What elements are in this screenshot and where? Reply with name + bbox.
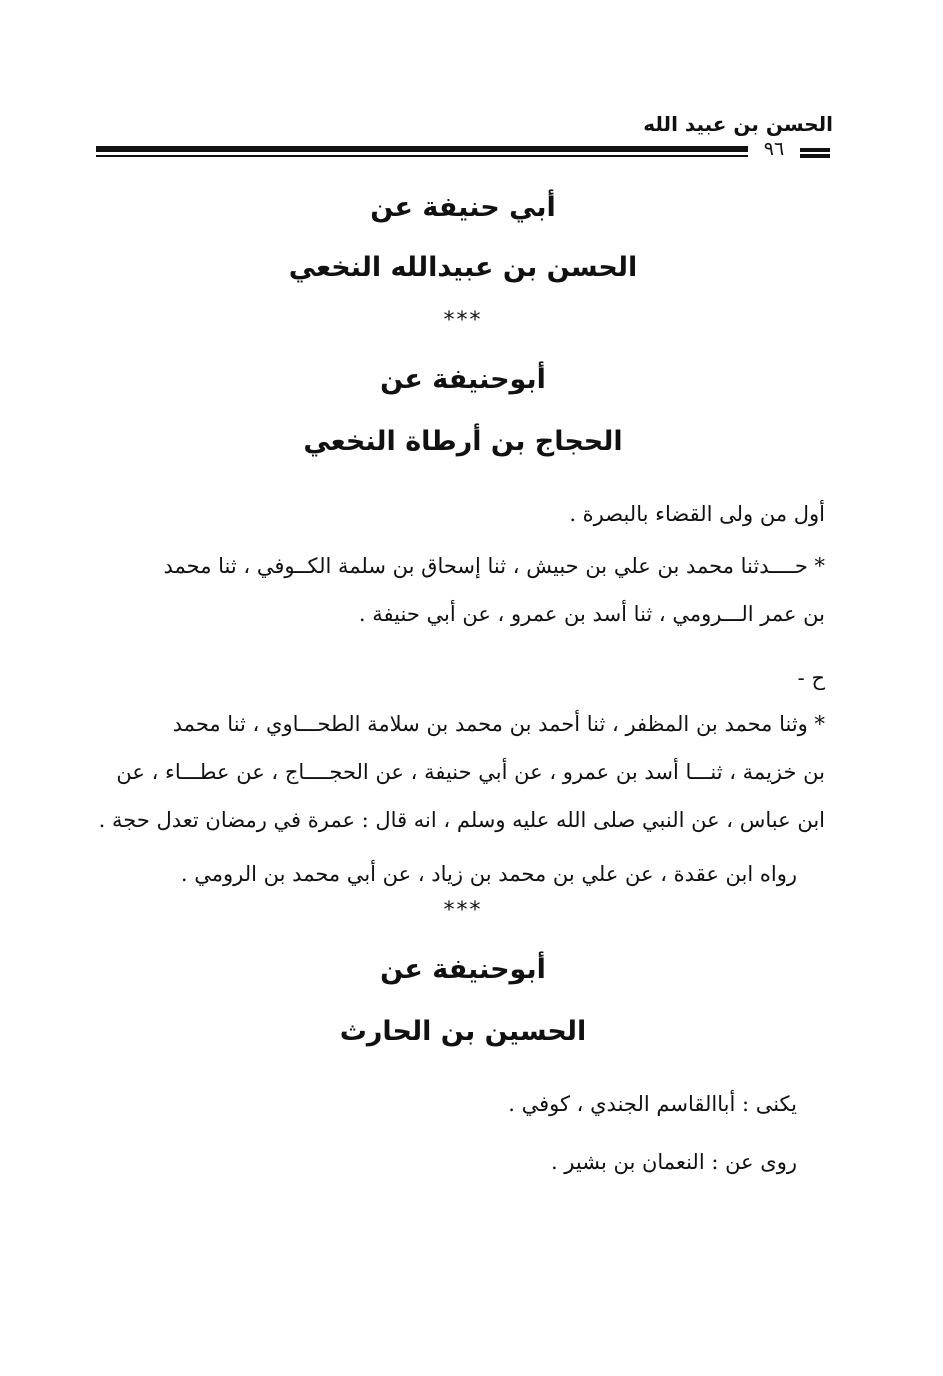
separator-1: *** <box>443 308 483 333</box>
page-number-ornament <box>800 148 830 152</box>
section-2-heading-2: الحجاج بن أرطاة النخعي <box>303 426 623 457</box>
text-line: يكنى : أباالقاسم الجندي ، كوفي . <box>508 1092 797 1116</box>
header-rule-thick <box>96 146 748 152</box>
text-line: * حــــدثنا محمد بن علي بن حبيش ، ثنا إسحاق بن سلمة الكــوفي ، ثنا محمد <box>163 554 825 578</box>
riwayah-line <box>113 850 797 898</box>
text-line: رواه ابن عقدة ، عن علي بن محمد بن زياد ، عن أبي محمد بن الرومي . <box>180 862 797 886</box>
isnad-paragraph-2 <box>98 700 825 844</box>
text-line: بن عمر الـــرومي ، ثنا أسد بن عمرو ، عن أبي حنيفة . <box>358 602 825 626</box>
hadith-marker <box>113 654 825 702</box>
text-line: روى عن : النعمان بن بشير . <box>550 1150 797 1174</box>
section-1-heading-1: أبي حنيفة عن <box>370 192 556 223</box>
header-rule-thin <box>96 155 748 157</box>
text-line: ح - <box>797 666 825 690</box>
kunya-line <box>113 1080 797 1128</box>
text-line: * وثنا محمد بن المظفر ، ثنا أحمد بن محمد بن سلامة الطحـــاوي ، ثنا محمد <box>172 712 825 736</box>
text-line: أول من ولى القضاء بالبصرة . <box>569 502 825 526</box>
rawa-an-line <box>113 1138 797 1186</box>
running-title: الحسن بن عبيد الله <box>643 112 833 136</box>
text-line: ابن عباس ، عن النبي صلى الله عليه وسلم ، انه قال : عمرة في رمضان تعدل حجة . <box>98 808 825 832</box>
section-1-heading-2: الحسن بن عبيدالله النخعي <box>288 252 638 283</box>
section-3-heading-2: الحسين بن الحارث <box>339 1016 587 1047</box>
isnad-paragraph-1 <box>113 542 825 638</box>
section-2-intro <box>113 490 825 538</box>
section-2-heading-1: أبوحنيفة عن <box>380 364 546 395</box>
section-3-heading-1: أبوحنيفة عن <box>380 954 546 985</box>
page-number: ٩٦ <box>763 138 785 160</box>
separator-2: *** <box>443 898 483 923</box>
text-line: بن خزيمة ، ثنـــا أسد بن عمرو ، عن أبي حنيفة ، عن الحجــــاج ، عن عطـــاء ، عن <box>116 760 825 784</box>
